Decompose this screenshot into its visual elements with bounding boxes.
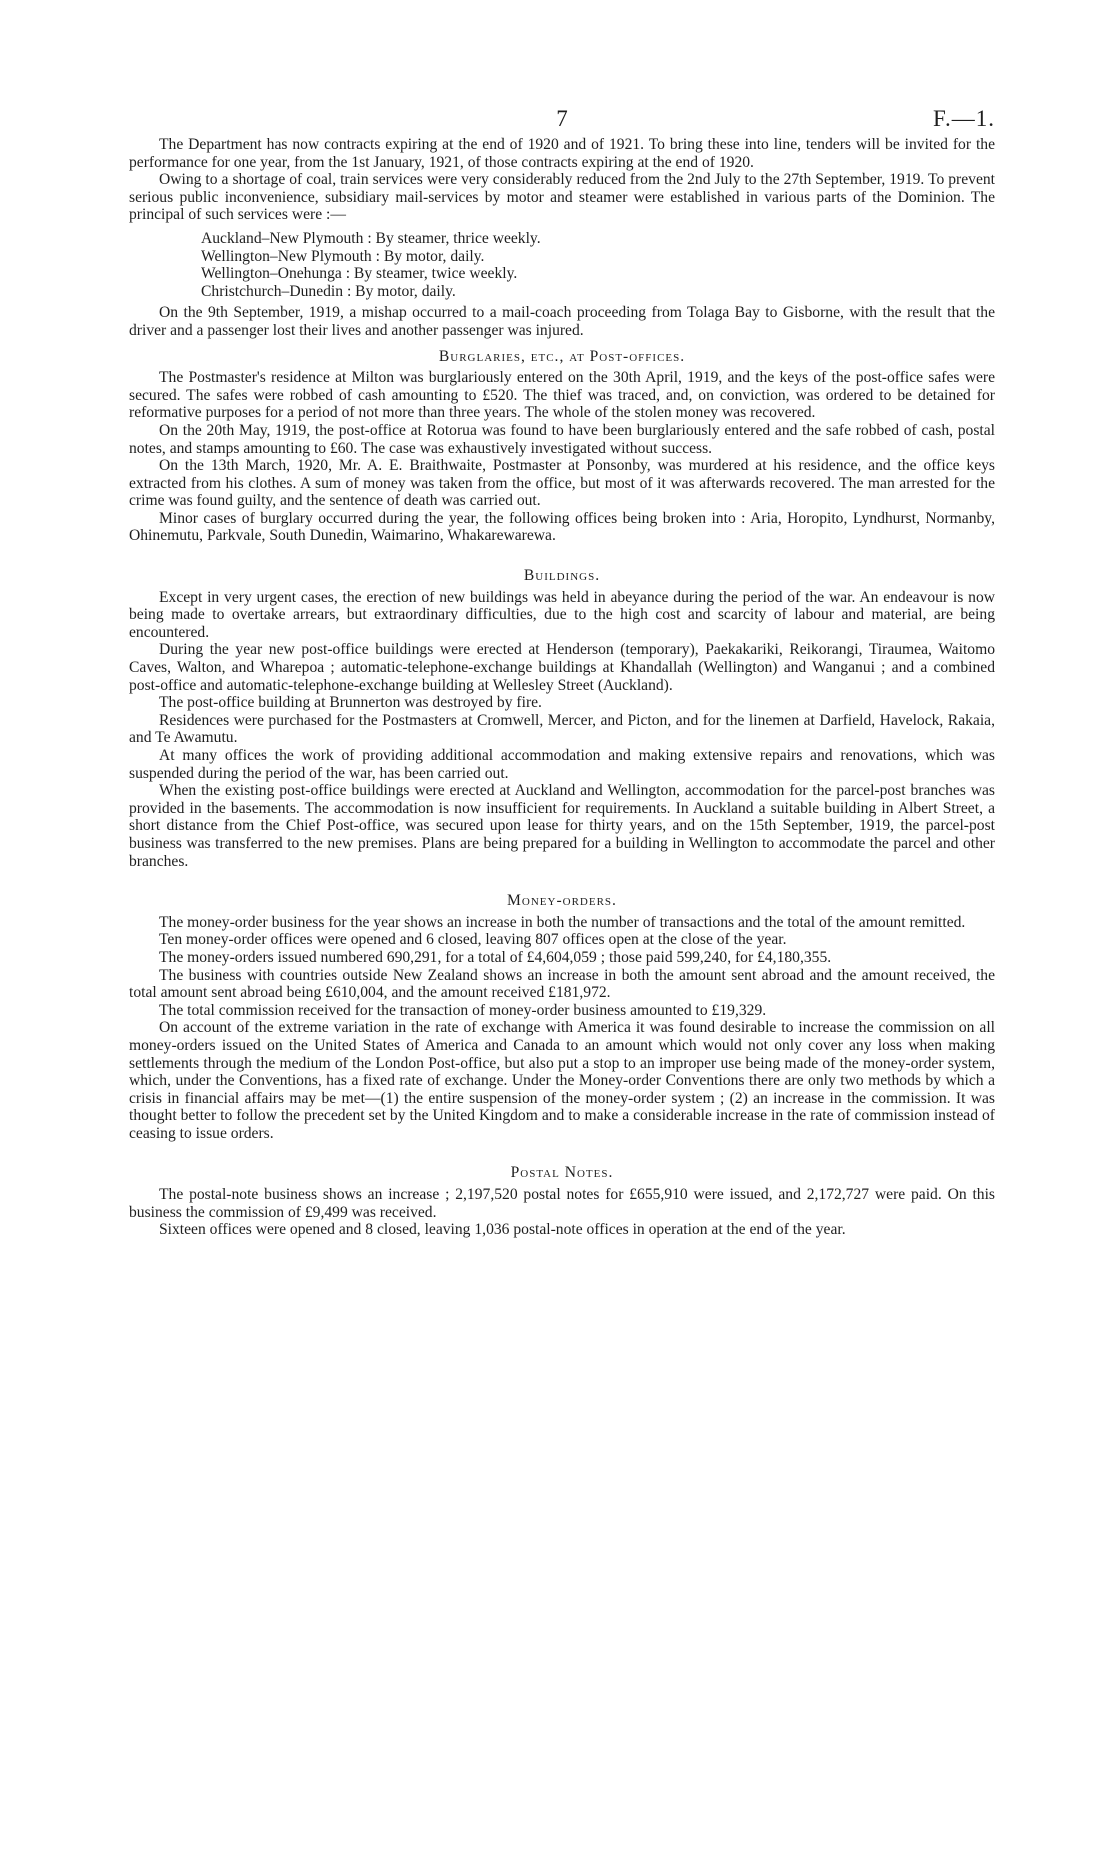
- paragraph: When the existing post-office buildings were erected at Auckland and Wellington, accommodation for the parcel-post branches was provided in the basements. The accommodation is now insufficient for requirements. In Auckland a suitable building in Albert Street, a short distance from the Chief Post-office, was secured upon lease for thirty years, and on the 15th September, 1919, the parcel-post business was transferred to the new premises. Plans are being prepared for a building in Wellington to accommodate the parcel and other branches.: [129, 782, 995, 870]
- paragraph: The postal-note business shows an increase ; 2,197,520 postal notes for £655,910 were issued, and 2,172,727 were paid. On this business the commission of £9,499 was received.: [129, 1186, 995, 1221]
- paragraph: The money-orders issued numbered 690,291, for a total of £4,604,059 ; those paid 599,240, for £4,180,355.: [159, 948, 832, 966]
- paragraph: On account of the extreme variation in the rate of exchange with America it was found desirable to increase the commission on all money-orders issued on the United States of America and Canada to an amount which would not only cover any loss when making settlements through the medium of the London Post-office, but also put a stop to an improper use being made of the money-order system, which, under the Conventions, has a fixed rate of exchange. Under the Money-order Conventions there are only two methods by which a crisis in financial affairs may be met—(1) the entire suspension of the money-order system ; (2) an increase in the commission. It was thought better to follow the precedent set by the United Kingdom and to make a considerable increase in the rate of commission instead of ceasing to issue orders.: [129, 1019, 995, 1142]
- money-orders-section: [129, 892, 995, 1142]
- paragraph: Residences were purchased for the Postmasters at Cromwell, Mercer, and Picton, and for the linemen at Darfield, Havelock, Rakaia, and Te Awamutu.: [129, 711, 995, 747]
- paragraph: The Department has now contracts expiring at the end of 1920 and of 1921. To bring these into line, tenders will be invited for the performance for one year, from the 1st January, 1921, of those contracts expiring at the end of 1920.: [129, 136, 995, 171]
- paragraph: Owing to a shortage of coal, train services were very considerably reduced from the 2nd July to the 27th September, 1919. To prevent serious public inconvenience, subsidiary mail-services by motor and steamer were established in various parts of the Dominion. The principal of such services were :—: [129, 171, 995, 224]
- document-reference: F.—1.: [933, 106, 995, 131]
- postal-notes-section: [129, 1164, 995, 1238]
- page-number: 7: [556, 106, 568, 131]
- list-item: Wellington–Onehunga : By steamer, twice weekly.: [201, 265, 518, 283]
- paragraph: The post-office building at Brunnerton was destroyed by fire.: [159, 694, 542, 712]
- paragraph: On the 20th May, 1919, the post-office at Rotorua was found to have been burglariously entered and the safe robbed of cash, postal notes, and stamps amounting to £60. The case was exhaustively investigated without success.: [129, 421, 995, 457]
- section-heading: Money-orders.: [507, 892, 617, 910]
- buildings-section: [129, 567, 995, 870]
- page-header: [129, 82, 995, 136]
- paragraph: On the 9th September, 1919, a mishap occurred to a mail-coach proceeding from Tolaga Bay to Gisborne, with the result that the driver and a passenger lost their lives and another passenger was injured.: [129, 304, 995, 339]
- list-item: Auckland–New Plymouth : By steamer, thrice weekly.: [201, 229, 541, 247]
- paragraph: On the 13th March, 1920, Mr. A. E. Braithwaite, Postmaster at Ponsonby, was murdered at his residence, and the office keys extracted from his clothes. A sum of money was taken from the office, but most of it was afterwards recovered. The man arrested for the crime was found guilty, and the sentence of death was carried out.: [129, 457, 995, 510]
- list-item: Christchurch–Dunedin : By motor, daily.: [201, 282, 456, 300]
- list-item: Wellington–New Plymouth : By motor, daily.: [201, 247, 485, 265]
- paragraph: Except in very urgent cases, the erection of new buildings was held in abeyance during the period of the war. An endeavour is now being made to overtake arrears, but extraordinary difficulties, due to the high cost and scarcity of labour and material, are being encountered.: [129, 588, 995, 641]
- paragraph: The money-order business for the year shows an increase in both the number of transactions and the total of the amount remitted.: [159, 913, 966, 931]
- paragraph: Sixteen offices were opened and 8 closed, leaving 1,036 postal-note offices in operation at the end of the year.: [159, 1221, 846, 1239]
- section-heading: Postal Notes.: [510, 1164, 614, 1182]
- section-heading: Burglaries, etc., at Post-offices.: [438, 347, 686, 365]
- section-heading: Buildings.: [523, 567, 601, 585]
- intro-section: [129, 136, 995, 340]
- services-list: [201, 230, 995, 300]
- paragraph: Minor cases of burglary occurred during the year, the following offices being broken into : Aria, Horopito, Lyndhurst, Normanby, Ohinemutu, Parkvale, South Dunedin, Waimarino, Whakarewarewa.: [129, 509, 995, 545]
- paragraph: Ten money-order offices were opened and 6 closed, leaving 807 offices open at the close of the year.: [159, 931, 787, 949]
- document-page: [129, 82, 995, 1239]
- paragraph: The Postmaster's residence at Milton was burglariously entered on the 30th April, 1919, and the keys of the post-office safes were secured. The safes were robbed of cash amounting to £520. The thief was traced, and, on conviction, was ordered to be detained for reformative purposes for a period of not more than three years. The whole of the stolen money was recovered.: [129, 369, 995, 422]
- paragraph: During the year new post-office buildings were erected at Henderson (temporary), Paekakariki, Reikorangi, Tiraumea, Waitomo Caves, Walton, and Wharepoa ; automatic-telephone-exchange buildings at Khandallah (Wellington) and Wanganui ; and a combined post-office and automatic-telephone-exchange building at Wellesley Street (Auckland).: [129, 641, 995, 694]
- paragraph: The business with countries outside New Zealand shows an increase in both the amount sent abroad and the amount received, the total amount sent abroad being £610,004, and the amount received £181,972.: [129, 966, 995, 1002]
- paragraph: At many offices the work of providing additional accommodation and making extensive repairs and renovations, which was suspended during the period of the war, has been carried out.: [129, 747, 995, 782]
- burglaries-section: [129, 348, 995, 546]
- paragraph: The total commission received for the transaction of money-order business amounted to £19,329.: [159, 1001, 767, 1019]
